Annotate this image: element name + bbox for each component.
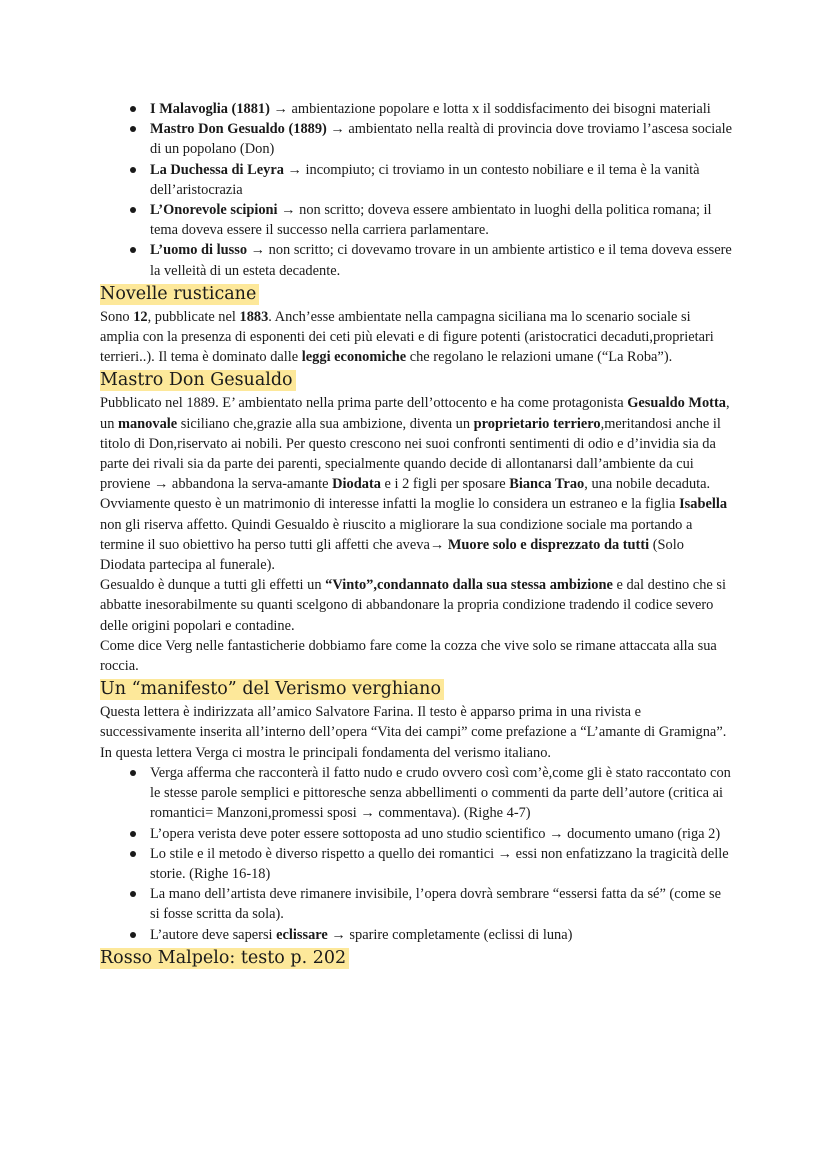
text-run: non gli riserva affetto. Quindi Gesualdo è riuscito a migliorare la sua condizione sociale ma portando a termine il suo obiettivo ha perso tutti gli affetti che aveva→ (100, 516, 693, 553)
text-run: Verga afferma che racconterà il fatto nudo e crudo ovvero così com’è,come gli è stato raccontato con le stesse parole semplici e pittoresche senza abbellimenti o commenti da parte dell’autore (critica ai romantici= Manzoni,promessi sposi → commentava). (Righe 4-7) (150, 764, 731, 822)
bold-text: Bianca Trao (509, 476, 585, 493)
list-item (100, 844, 732, 884)
text-run: Pubblicato nel 1889. E’ ambientato nella prima parte dell’ottocento e ha come protagonista (100, 395, 628, 412)
bullet-icon (130, 770, 136, 776)
list-item (100, 763, 732, 824)
novel-description: → ambientato nella realtà di provincia dove troviamo l’ascesa sociale di un popolano (Don) (150, 121, 733, 158)
novel-description: → ambientazione popolare e lotta x il soddisfacimento dei bisogni materiali (269, 101, 711, 117)
paragraph-novelle-rusticane: Sono 12, pubblicate nel 1883. Anch’esse ambientate nella campagna siciliana ma lo scenario sociale si amplia con la presenza di esponenti dei ceti più elevati e di figure potenti (aristocratici decaduti,proprietari terrieri..). Il tema è dominato dalle leggi economiche che regolano le relazioni umane (“La Roba”). (100, 308, 714, 366)
text-run: La mano dell’artista deve rimanere invisibile, l’opera dovrà sembrare “essersi fatta da sé” (come se si fosse scritta da sola). (150, 886, 721, 923)
list-item (100, 200, 732, 240)
bold-text: Muore solo e disprezzato da tutti (447, 536, 650, 553)
paragraph-gesualdo-vinto (100, 575, 732, 636)
verismo-principles-list (100, 763, 732, 945)
text-run: siciliano che,grazie alla sua ambizione, diventa un (177, 415, 474, 432)
bold-text: “Vinto”,condannato dalla sua stessa ambizione (325, 577, 613, 594)
novel-description: → non scritto; ci dovevamo trovare in un ambiente artistico e il tema doveva essere la velleità di un esteta decadente. (150, 242, 732, 279)
text-run: Gesualdo è dunque a tutti gli effetti un (100, 577, 326, 594)
section-heading-mastro-don-gesualdo: Mastro Don Gesualdo (100, 368, 732, 392)
bullet-icon (130, 932, 136, 938)
novel-title: L’uomo di lusso (150, 242, 248, 259)
paragraph-manifesto-fondamenta: In questa lettera Verga ci mostra le principali fondamenta del verismo italiano. (100, 744, 552, 761)
list-item (100, 925, 732, 945)
bold-text: proprietario terriero (473, 415, 601, 432)
bold-text: eclissare (276, 926, 328, 943)
novel-description: → incompiuto; ci troviamo in un contesto nobiliare e il tema è la vanità dell’aristocrazia (150, 161, 700, 198)
bold-text: manovale (118, 415, 178, 432)
list-item (100, 160, 732, 200)
document-content (100, 99, 732, 971)
paragraph-gesualdo-cozza: Come dice Verg nelle fantasticherie dobbiamo fare come la cozza che vive solo se rimane attaccata alla sua roccia. (100, 637, 717, 675)
bold-text: Gesualdo Motta (627, 395, 726, 412)
novel-description: → non scritto; doveva essere ambientato in luoghi della politica romana; il tema doveva essere il successo nella carriera parlamentare. (150, 202, 712, 239)
novel-title: I Malavoglia (1881) (150, 101, 270, 117)
text-run: e dal destino che si abbatte inesorabilmente su quanti scelgono di abbandonare la propria condizione tradendo il codice severo delle origini popolari e contadine. (100, 577, 726, 634)
bold-text: Isabella (679, 496, 728, 513)
novel-title: Mastro Don Gesualdo (1889) (150, 121, 327, 138)
text-run: (Solo Diodata partecipa al funerale). (100, 536, 684, 574)
section-heading-novelle-rusticane: Novelle rusticane (100, 282, 732, 306)
bold-text: Diodata (332, 476, 381, 493)
text-run: ,meritandosi anche il titolo di Don,riservato ai nobili. Per questo crescono nei suoi confronti sentimenti di odio e d’invidia sia da parte dei rivali sia da parte dei parenti, specialmente quando decide di allontanarsi dall’ambiente da cui proviene → abbandona la serva-amante (100, 415, 721, 493)
section-heading-rosso-malpelo: Rosso Malpelo: testo p. 202 (100, 946, 732, 970)
text-run: L’autore deve sapersi (150, 926, 277, 943)
section-heading-manifesto-verismo: Un “manifesto” del Verismo verghiano (100, 677, 732, 701)
novel-title: La Duchessa di Leyra (150, 161, 284, 178)
text-run: e i 2 figli per sposare (380, 476, 510, 493)
novel-title: L’Onorevole scipioni (150, 202, 278, 219)
bullet-icon (130, 126, 136, 132)
text-run: , una nobile decaduta. Ovviamente questo è un matrimonio di interesse infatti la moglie lo considera un estraneo e la figlia (100, 476, 711, 513)
bullet-icon (130, 167, 136, 173)
list-item (100, 884, 732, 924)
bullet-icon (130, 207, 136, 213)
bullet-icon (130, 247, 136, 253)
paragraph-gesualdo-plot (100, 393, 732, 575)
text-run: Lo stile e il metodo è diverso rispetto a quello dei romantici → essi non enfatizzano la tragicità delle storie. (Righe 16-18) (150, 845, 729, 882)
text-run: → sparire completamente (eclissi di luna) (327, 926, 573, 943)
bullet-icon (130, 106, 136, 112)
list-item (100, 824, 732, 844)
bullet-icon (130, 851, 136, 857)
text-run: , un (100, 395, 730, 432)
bullet-icon (130, 891, 136, 897)
bullet-icon (130, 831, 136, 837)
list-item (100, 119, 732, 159)
novel-cycle-list (100, 99, 732, 281)
list-item (100, 99, 732, 119)
text-run: L’opera verista deve poter essere sottoposta ad uno studio scientifico → documento umano (riga 2) (150, 825, 721, 842)
list-item (100, 240, 732, 280)
paragraph-manifesto-intro: Questa lettera è indirizzata all’amico Salvatore Farina. Il testo è apparso prima in una rivista e successivamente inserita all’interno dell’opera “Vita dei campi” come prefazione a “L’amante di Gramigna”. (100, 704, 727, 741)
